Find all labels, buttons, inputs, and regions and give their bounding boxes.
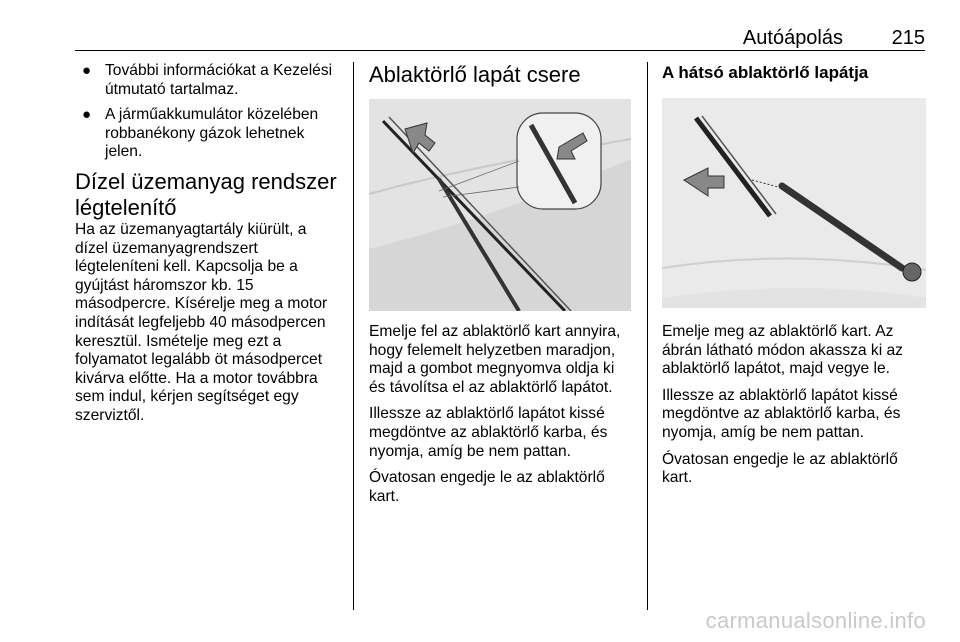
front-wiper-icon xyxy=(369,99,631,311)
body-text: Illessze az ablaktörlő lapátot kissé megdöntve az ablaktörlő karba, és nyomja, amíg be nem pattan. xyxy=(369,405,608,460)
watermark: carmanualsonline.info xyxy=(705,608,926,633)
section-title: Autóápolás xyxy=(742,27,843,49)
body-text: Emelje fel az ablaktörlő kart annyira, hogy felemelt helyzetben maradjon, majd a gombot megnyomva oldja ki és távolítsa el az ablaktörlő lapátot. xyxy=(369,323,621,396)
middle-text xyxy=(369,323,635,514)
list-item-text: A járműakkumulátor közelében robbanékony gázok lehetnek jelen. xyxy=(105,106,319,161)
body-text: Óvatosan engedje le az ablaktörlő kart. xyxy=(662,450,898,487)
right-column xyxy=(662,62,927,84)
page-header xyxy=(75,26,925,51)
body-text: Ha az üzemanyagtartály kiürült, a dízel üzemanyagrendszert légteleníteni kell. Kapcsolja be a gyújtást háromszor kb. 15 másodpercre. Kísérelje meg a motor indítását legfeljebb 40 másodpercen keresztül. Ismételje meg ezt a folyamatot legalább öt másodpercet kivárva előtte. Ha a motor továbbra sem indul, kérjen segítséget egy szerviztől. xyxy=(75,220,328,424)
rear-wiper-illustration xyxy=(662,98,926,308)
section-heading: Ablaktörlő lapát csere xyxy=(369,62,581,87)
bullet-icon: ● xyxy=(82,62,92,79)
page-number: 215 xyxy=(891,27,925,49)
left-column xyxy=(75,62,343,426)
body-text: Emelje meg az ablaktörlő kart. Az ábrán látható módon akassza ki az ablaktörlő lapátot, majd vegye le. xyxy=(662,323,903,378)
section-heading: A hátsó ablaktörlő lapátja xyxy=(662,63,869,82)
column-divider xyxy=(353,62,354,610)
right-text xyxy=(662,323,927,496)
wiper-blade-illustration xyxy=(369,99,631,311)
middle-column xyxy=(369,62,635,88)
rear-wiper-icon xyxy=(662,98,926,308)
column-divider xyxy=(647,62,648,610)
list-item xyxy=(75,62,343,99)
list-item-text: További információkat a Kezelési útmutató tartalmaz. xyxy=(105,62,333,98)
body-text: Óvatosan engedje le az ablaktörlő kart. xyxy=(369,469,605,505)
list-item xyxy=(75,106,343,162)
bullet-icon: ● xyxy=(82,106,92,124)
section-heading: Dízel üzemanyag rendszer légtelenítő xyxy=(75,168,337,220)
body-text: Illessze az ablaktörlő lapátot kissé megdöntve az ablaktörlő karba, és nyomja, amíg be nem pattan. xyxy=(662,386,901,441)
